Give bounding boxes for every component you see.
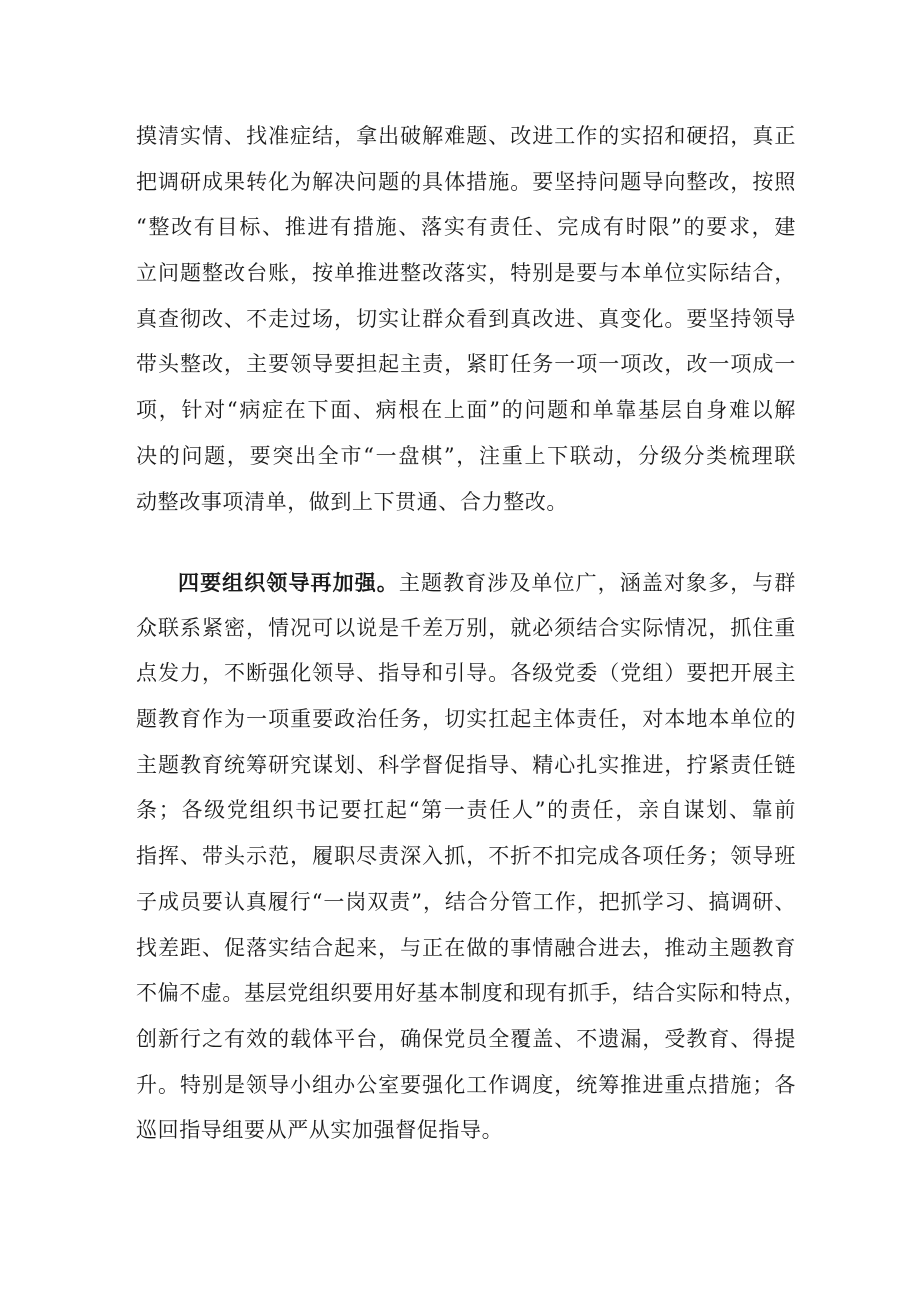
text-line: 摸清实情、找准症结，拿出破解难题、改进工作的实招和硬招，真正 xyxy=(136,124,796,148)
text-line: 条；各级党组织书记要扛起“第一责任人”的责任，亲自谋划、靠前 xyxy=(136,798,796,823)
text-line: 巡回指导组要从严从实加强督促指导。 xyxy=(136,1118,504,1143)
paragraph-first-line xyxy=(136,560,796,606)
text-run: 主题教育涉及单位广，涵盖对象多，与群 xyxy=(398,571,796,595)
text-line: 指挥、带头示范，履职尽责深入抓，不折不扣完成各项任务；领导班 xyxy=(136,844,796,869)
text-line: 动整改事项清单，做到上下贯通、合力整改。 xyxy=(136,489,568,514)
text-line: 点发力，不断强化领导、指导和引导。各级党委（党组）要把开展主 xyxy=(136,661,796,686)
text-line: 找差距、促落实结合起来，与正在做的事情融合进去，推动主题教育 xyxy=(136,935,796,960)
paragraph-organization-leadership xyxy=(136,560,806,1154)
text-line: 子成员要认真履行“一岗双责”，结合分管工作，把抓学习、搞调研、 xyxy=(136,889,796,914)
text-line: 主题教育统筹研究谋划、科学督促指导、精心扎实推进，拧紧责任链 xyxy=(136,752,796,777)
text-line: 题教育作为一项重要政治任务，切实扛起主体责任，对本地本单位的 xyxy=(136,707,796,732)
text-line: 众联系紧密，情况可以说是千差万别，就必须结合实际情况，抓住重 xyxy=(136,615,796,640)
text-line: 升。特别是领导小组办公室要强化工作调度，统筹推进重点措施；各 xyxy=(136,1072,796,1097)
text-line: 不偏不虚。基层党组织要用好基本制度和现有抓手，结合实际和特点， xyxy=(136,981,806,1006)
paragraph-rectification xyxy=(136,114,796,525)
text-line: 带头整改，主要领导要担起主责，紧盯任务一项一项改，改一项成一 xyxy=(136,352,796,377)
text-line: 项，针对“病症在下面、病根在上面”的问题和单靠基层自身难以解 xyxy=(136,398,796,423)
text-line: 决的问题，要突出全市“一盘棋”，注重上下联动，分级分类梳理联 xyxy=(136,443,796,468)
text-line: 真查彻改、不走过场，切实让群众看到真改进、真变化。要坚持领导 xyxy=(136,306,796,331)
text-line: 创新行之有效的载体平台，确保党员全覆盖、不遗漏，受教育、得提 xyxy=(136,1026,796,1051)
text-line: 立问题整改台账，按单推进整改落实，特别是要与本单位实际结合， xyxy=(136,261,796,286)
paragraph-heading: 四要组织领导再加强。 xyxy=(178,570,399,595)
text-line: 把调研成果转化为解决问题的具体措施。要坚持问题导向整改，按照 xyxy=(136,169,796,194)
text-line: “整改有目标、推进有措施、落实有责任、完成有时限”的要求，建 xyxy=(136,215,796,240)
